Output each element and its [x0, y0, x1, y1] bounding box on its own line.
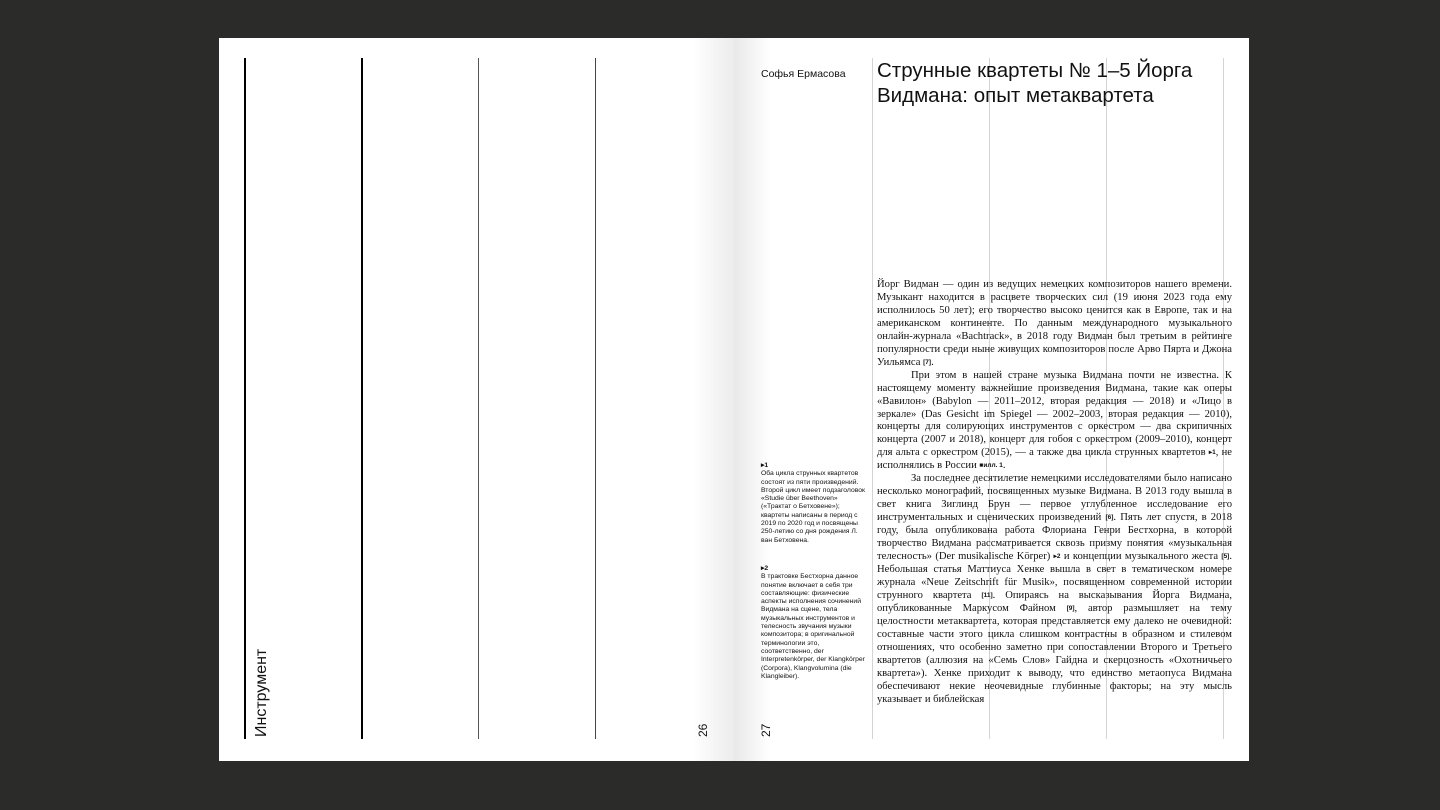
author-name: Софья Ермасова [761, 68, 846, 80]
footnote-ref: ▸1 [1208, 449, 1216, 457]
citation-ref: [9] [1066, 604, 1075, 612]
paragraph-text: . Опираясь на высказывания Йорга Видмана, опубликованные Маркусом Файном [877, 589, 1233, 614]
grid-line [244, 58, 246, 739]
right-page [734, 38, 1249, 761]
section-title: Инструмент [253, 648, 270, 737]
book-spread [219, 38, 1249, 761]
paragraph-text: . Небольшая статья Маттиуса Хенке вышла в свет в тематическом номере журнала «Neue Zeitschrift für Musik», посвященном современной истории струнного квартета [877, 551, 1233, 601]
grid-line [478, 58, 479, 739]
grid-line [595, 58, 596, 739]
paragraph-text: и концепции музыкального жеста [1060, 551, 1222, 563]
paragraph-text: . [1002, 460, 1006, 472]
footnote-text: Оба цикла струнных квартетов состоят из пяти произведений. Второй цикл имеет подзаголовок «Studie über Beethoven» («Трактат о Бетховене»); квартеты написаны в период с 2019 по 2020 год и посвящены 250-летию со дня рождения Л. ван Бетховена. [761, 470, 866, 544]
paragraph-text: . [931, 356, 934, 368]
footnote-ref: ▸2 [1053, 553, 1061, 561]
citation-ref: [7] [923, 358, 932, 366]
paragraph-text: , автор размышляет на тему целостности метаквартета, которая представляется ему далеко не очевидной: составные части этого цикла слишком контрастны в образном и стилевом отношениях, что особенно заметно при сопоставлении Второго и Третьего квартетов (аллюзия на «Семь Слов» Гайдна и скерцозность «Охотничьего квартета»). Хенке приходит к выводу, что единство метаопуса Видмана обеспечивают некие неочевидные глубинные факторы; на эту мысль указывает и библейская [877, 602, 1232, 705]
footnote-2 [761, 565, 867, 681]
grid-line [361, 58, 363, 739]
footnote-text: В трактовке Бестхорна данное понятие включает в себя три составляющие: физические аспекты исполнения сочинений Видмана на сцене, тела музыкальных инструментов и телесность звучания музыки композитора; в оригинальной терминологии это, соответственно, der Interpretenkörper, der Klangkörper (Corpora), Klangvolumina (die Klangleiber). [761, 573, 865, 680]
footnote-1 [761, 462, 867, 545]
paragraph [877, 370, 1232, 474]
page-number: 26 [696, 723, 710, 737]
grid-line [872, 58, 873, 739]
paragraph-text: , не исполнялись в России [877, 447, 1233, 472]
footnote-marker: ▸1 [761, 462, 769, 469]
citation-ref: [6] [1105, 514, 1114, 522]
paragraph [877, 279, 1232, 370]
page-number: 27 [759, 723, 773, 737]
paragraph-text: За последнее десятилетие немецкими исследователями было написано несколько монографий, посвященных музыке Видмана. В 2013 году вышла в свет книга Зиглинд Брун — первое углубленное исследование его инструментальных и сценических произведений [877, 473, 1232, 524]
paragraph [877, 473, 1232, 706]
footnote-marker: ▸2 [761, 565, 769, 572]
citation-ref: [11] [981, 591, 993, 599]
left-page [219, 38, 734, 761]
article-body [877, 279, 1232, 706]
illustration-ref: ■илл. 1 [979, 462, 1003, 470]
article-title: Струнные квартеты № 1–5 Йорга Видмана: опыт метаквартета [877, 59, 1193, 107]
paragraph-text: . Пять лет спустя, в 2018 году, была опубликована работа Флориана Генри Бестхорна, в которой творчество Видмана рассматривается сквозь призму понятия «музыкальная телесность» (Der musikalische Körper) [877, 512, 1232, 563]
citation-ref: [5] [1221, 553, 1230, 561]
paragraph-text: Йорг Видман — один из ведущих немецких композиторов нашего времени. Музыкант находится в расцвете творческих сил (19 июня 2023 года ему исполнилось 50 лет); его творчество высоко ценится как в Европе, так и на американском континенте. По данным международного музыкального онлайн-журнала «Bachtrack», в 2018 году Видман был третьим в рейтинге популярности среди ныне живущих композиторов после Арво Пярта и Джона Уильямса [877, 279, 1232, 368]
paragraph-text: При этом в нашей стране музыка Видмана почти не известна. К настоящему моменту важнейшие произведения Видмана, такие как оперы «Вавилон» (Babylon — 2011–2012, вторая редакция — 2018) и «Лицо в зеркале» (Das Gesicht im Spiegel — 2002–2003, вторая редакция — 2010), концерты для солирующих инструментов с оркестром — два скрипичных концерта (2007 и 2018), концерт для гобоя с оркестром (2009–2010), концерт для альта с оркестром (2015), — а также два цикла струнных квартетов [877, 369, 1232, 459]
